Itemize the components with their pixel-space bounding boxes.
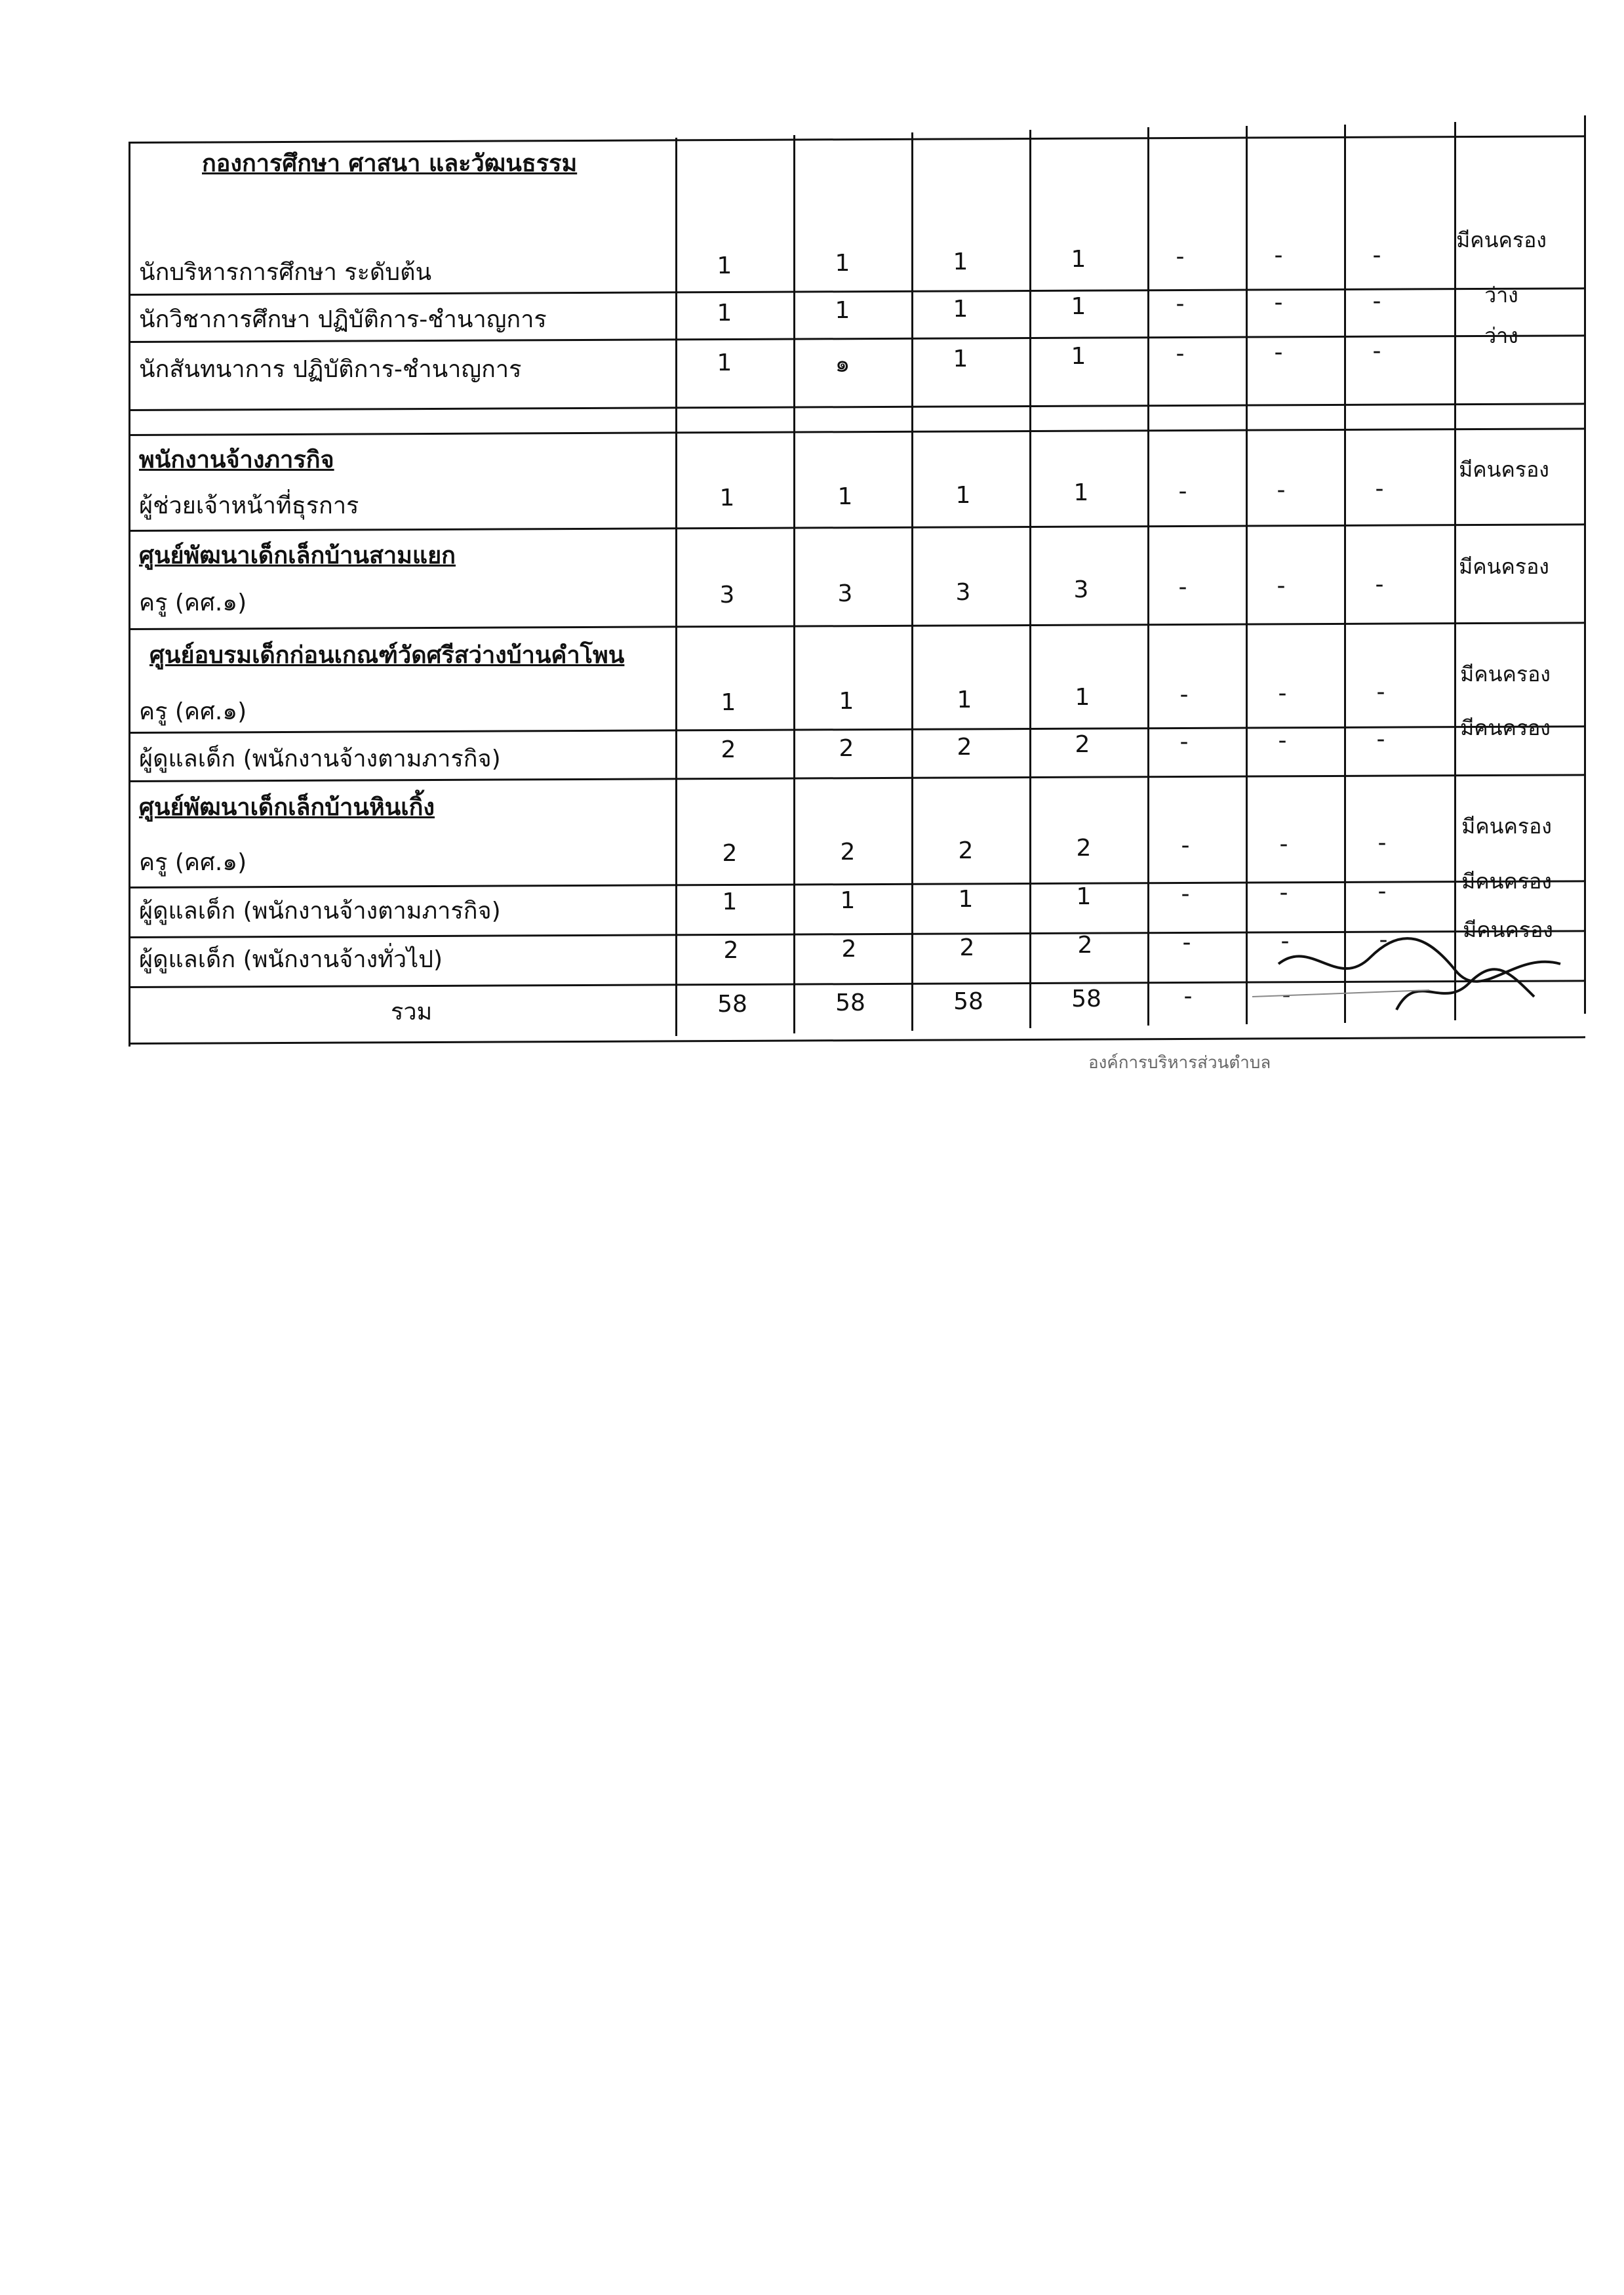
status-note: มีคนครอง (1459, 457, 1549, 482)
count-cell: 1 (1075, 684, 1090, 711)
position-label: นักบริหารการศึกษา ระดับต้น (139, 259, 432, 286)
position-label: ผู้ช่วยเจ้าหน้าที่ธุรการ (139, 492, 359, 519)
table-border (1454, 122, 1456, 1020)
count-cell: 1 (957, 687, 972, 713)
count-cell: 2 (1076, 835, 1092, 862)
position-label: ผู้ดูแลเด็ก (พนักงานจ้างตามภารกิจ) (139, 898, 501, 925)
position-label: ครู (คศ.๑) (139, 589, 247, 616)
count-cell: 1 (721, 689, 736, 716)
section-header: ศูนย์อบรมเด็กก่อนเกณฑ์วัดศรีสว่างบ้านคำโพน (149, 642, 625, 669)
table-border (129, 403, 1585, 411)
total-cell: 58 (1071, 986, 1101, 1012)
count-cell: 1 (837, 483, 853, 510)
table-border (675, 138, 677, 1036)
total-cell: 58 (835, 989, 865, 1016)
status-note: มีคนครอง (1463, 917, 1553, 942)
dash-cell: - (1372, 338, 1381, 365)
status-note: มีคนครอง (1461, 869, 1552, 894)
count-cell: 3 (837, 580, 853, 607)
dash-cell: - (1176, 340, 1185, 367)
dash-cell: - (1176, 243, 1185, 270)
dash-cell: - (1278, 727, 1287, 754)
count-cell: 3 (1073, 576, 1089, 603)
status-note: มีคนครอง (1460, 715, 1551, 740)
count-cell: 1 (1073, 479, 1089, 506)
dash-cell: - (1179, 728, 1189, 755)
count-cell: 2 (957, 734, 972, 761)
status-note: ว่าง (1484, 323, 1518, 348)
section-header: ศูนย์พัฒนาเด็กเล็กบ้านสามแยก (139, 542, 456, 569)
count-cell: 3 (955, 579, 971, 606)
count-cell: 3 (719, 582, 735, 609)
table-border (129, 428, 1585, 436)
table-border (1246, 126, 1248, 1024)
table-border (1147, 127, 1149, 1026)
dash-cell: - (1377, 829, 1387, 856)
count-cell: 1 (953, 296, 968, 323)
table-border (129, 143, 130, 1047)
dash-cell: - (1280, 928, 1290, 955)
count-cell: 2 (958, 837, 974, 864)
count-cell: 1 (717, 300, 732, 327)
count-cell: 1 (1071, 246, 1086, 273)
count-cell: 2 (1075, 731, 1090, 758)
certification-stamp (1088, 911, 1613, 1069)
section-header: ศูนย์พัฒนาเด็กเล็กบ้านหินเกิ้ง (139, 794, 435, 821)
dash-cell: - (1379, 927, 1388, 953)
dash-cell: - (1182, 929, 1191, 956)
dash-cell: - (1376, 679, 1385, 706)
table-border (129, 523, 1585, 532)
count-cell: ๑ (835, 351, 850, 378)
position-label: ครู (คศ.๑) (139, 698, 247, 725)
dash-cell: - (1176, 290, 1185, 317)
dash-cell: - (1279, 831, 1288, 858)
status-note: มีคนครอง (1459, 554, 1549, 579)
dash-cell: - (1274, 242, 1283, 269)
dash-cell: - (1274, 289, 1283, 316)
count-cell: 2 (1077, 932, 1093, 959)
dash-cell: - (1282, 982, 1291, 1008)
dash-cell: - (1375, 475, 1384, 502)
count-cell: 1 (717, 349, 732, 376)
dash-cell: - (1179, 681, 1189, 708)
dash-cell: - (1278, 680, 1287, 707)
status-note: มีคนครอง (1460, 662, 1551, 687)
count-cell: 1 (722, 888, 738, 915)
status-note: มีคนครอง (1456, 228, 1547, 252)
dash-cell: - (1372, 242, 1381, 269)
position-label: นักสันทนาการ ปฏิบัติการ-ชำนาญการ (139, 356, 522, 383)
count-cell: 1 (1076, 883, 1092, 910)
position-label: ครู (คศ.๑) (139, 849, 247, 876)
count-cell: 2 (959, 934, 975, 961)
count-cell: 1 (1071, 293, 1086, 320)
dash-cell: - (1183, 983, 1193, 1010)
count-cell: 1 (835, 250, 850, 277)
dash-cell: - (1376, 726, 1385, 753)
dash-cell: - (1277, 477, 1286, 504)
table-border (129, 135, 1585, 144)
dash-cell: - (1279, 879, 1288, 906)
dash-cell: - (1178, 574, 1187, 601)
signature-icon (1088, 911, 1613, 1069)
stamp-footer: องค์การบริหารส่วนตำบล (1088, 1053, 1271, 1073)
count-cell: 2 (723, 937, 739, 964)
count-cell: 1 (839, 688, 854, 715)
count-cell: 2 (840, 839, 856, 866)
count-cell: 1 (953, 249, 968, 275)
dash-cell: - (1372, 288, 1381, 315)
dash-cell: - (1181, 881, 1190, 908)
dash-cell: - (1274, 339, 1283, 366)
dash-cell: - (1375, 571, 1384, 598)
position-label: ผู้ดูแลเด็ก (พนักงานจ้างทั่วไป) (139, 946, 443, 973)
position-label: นักวิชาการศึกษา ปฏิบัติการ-ชำนาญการ (139, 306, 547, 333)
count-cell: 1 (955, 482, 971, 509)
count-cell: 2 (722, 840, 738, 867)
section-header: กองการศึกษา ศาสนา และวัฒนธรรม (202, 150, 578, 177)
table-border (129, 622, 1585, 630)
table-border (1584, 115, 1586, 1014)
table-border (793, 135, 795, 1033)
table-border (129, 774, 1585, 782)
count-cell: 2 (721, 736, 736, 763)
count-cell: 2 (841, 936, 857, 963)
count-cell: 1 (717, 252, 732, 279)
status-note: ว่าง (1484, 283, 1518, 308)
table-border (911, 132, 913, 1031)
dash-cell: - (1178, 478, 1187, 505)
dash-cell: - (1277, 572, 1286, 599)
section-header: พนักงานจ้างภารกิจ (139, 447, 334, 473)
status-note: มีคนครอง (1461, 814, 1552, 839)
count-cell: 2 (839, 735, 854, 762)
staffing-table (129, 115, 1587, 1047)
count-cell: 1 (840, 887, 856, 914)
count-cell: 1 (1071, 343, 1086, 370)
table-border (1344, 125, 1346, 1023)
dash-cell: - (1377, 878, 1387, 905)
count-cell: 1 (835, 297, 850, 324)
count-cell: 1 (958, 886, 974, 913)
count-cell: 1 (719, 485, 735, 511)
total-cell: 58 (953, 988, 983, 1015)
total-label: รวม (391, 999, 433, 1026)
table-border (1029, 130, 1031, 1028)
position-label: ผู้ดูแลเด็ก (พนักงานจ้างตามภารกิจ) (139, 746, 501, 772)
total-cell: 58 (717, 991, 747, 1018)
dash-cell: - (1181, 832, 1190, 859)
count-cell: 1 (953, 346, 968, 372)
